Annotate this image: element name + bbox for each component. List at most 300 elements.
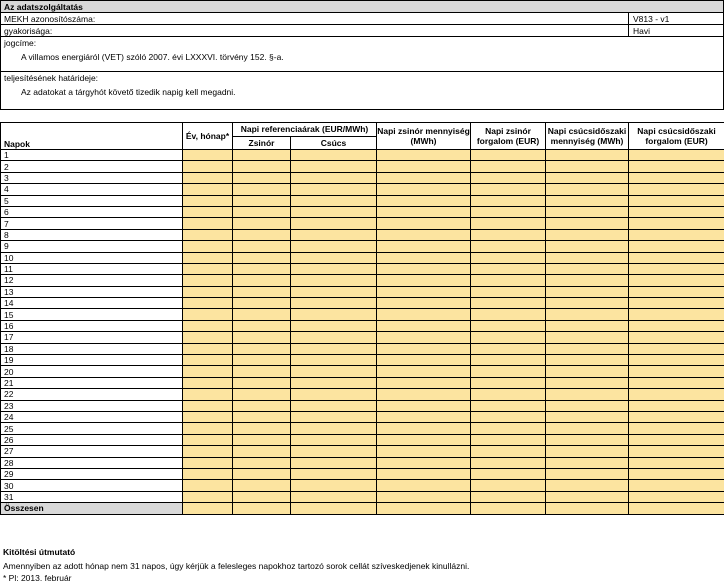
input-cell[interactable] — [546, 275, 629, 286]
input-cell[interactable] — [546, 241, 629, 252]
input-cell[interactable] — [629, 286, 724, 297]
day-number: 9 — [1, 241, 183, 252]
input-cell[interactable] — [471, 366, 546, 377]
day-number: 25 — [1, 423, 183, 434]
table-row — [1, 434, 724, 445]
input-cell[interactable] — [629, 355, 724, 366]
input-cell[interactable] — [471, 468, 546, 479]
input-cell[interactable] — [183, 480, 233, 491]
deadline-row — [1, 72, 723, 109]
input-cell[interactable] — [471, 343, 546, 354]
input-cell[interactable] — [629, 332, 724, 343]
input-cell[interactable] — [471, 377, 546, 388]
table-row — [1, 195, 724, 206]
frequency-row — [1, 25, 723, 37]
input-cell[interactable] — [377, 343, 471, 354]
input-cell[interactable] — [291, 241, 377, 252]
input-cell[interactable] — [546, 446, 629, 457]
input-cell[interactable] — [233, 400, 291, 411]
input-cell[interactable] — [377, 332, 471, 343]
input-cell[interactable] — [233, 218, 291, 229]
day-number: 26 — [1, 434, 183, 445]
input-cell[interactable] — [291, 263, 377, 274]
input-cell[interactable] — [546, 457, 629, 468]
col-header-referenciaarak: Napi referenciaárak (EUR/MWh) — [233, 123, 377, 137]
input-cell[interactable] — [183, 446, 233, 457]
input-cell[interactable] — [183, 298, 233, 309]
day-number: 8 — [1, 229, 183, 240]
input-cell[interactable] — [233, 355, 291, 366]
input-cell[interactable] — [377, 309, 471, 320]
instructions — [3, 546, 469, 584]
input-cell[interactable] — [377, 206, 471, 217]
input-cell[interactable] — [471, 400, 546, 411]
input-cell[interactable] — [629, 343, 724, 354]
input-cell[interactable] — [629, 389, 724, 400]
day-number: 6 — [1, 206, 183, 217]
table-row — [1, 468, 724, 479]
input-cell[interactable] — [471, 150, 546, 161]
input-cell[interactable] — [629, 206, 724, 217]
section-title: Az adatszolgáltatás — [1, 1, 723, 13]
input-cell[interactable] — [233, 229, 291, 240]
input-cell[interactable] — [546, 468, 629, 479]
input-cell[interactable] — [471, 320, 546, 331]
input-cell[interactable] — [183, 241, 233, 252]
input-cell[interactable] — [183, 343, 233, 354]
input-cell[interactable] — [183, 320, 233, 331]
input-cell[interactable] — [233, 366, 291, 377]
input-cell[interactable] — [546, 434, 629, 445]
col-header-napok: Napok — [1, 123, 183, 150]
input-cell[interactable] — [183, 434, 233, 445]
day-number: 20 — [1, 366, 183, 377]
input-cell[interactable] — [629, 491, 724, 502]
input-cell[interactable] — [546, 252, 629, 263]
legal-basis-row — [1, 37, 723, 72]
deadline-label: teljesítésének határideje: — [4, 73, 99, 83]
table-row — [1, 480, 724, 491]
input-cell[interactable] — [183, 309, 233, 320]
input-cell[interactable] — [377, 491, 471, 502]
input-cell[interactable] — [629, 468, 724, 479]
input-cell[interactable] — [546, 503, 629, 514]
col-header-zsinor: Zsinór — [233, 136, 291, 150]
total-row — [1, 503, 724, 514]
col-header-zsinor-mennyiseg: Napi zsinór mennyiség (MWh) — [377, 123, 471, 150]
input-cell[interactable] — [471, 275, 546, 286]
input-cell[interactable] — [471, 389, 546, 400]
input-cell[interactable] — [377, 172, 471, 183]
header-box — [0, 0, 724, 110]
input-cell[interactable] — [471, 480, 546, 491]
input-cell[interactable] — [183, 218, 233, 229]
input-cell[interactable] — [377, 184, 471, 195]
table-row — [1, 184, 724, 195]
input-cell[interactable] — [233, 286, 291, 297]
input-cell[interactable] — [183, 389, 233, 400]
input-cell[interactable] — [233, 320, 291, 331]
input-cell[interactable] — [291, 480, 377, 491]
input-cell[interactable] — [629, 218, 724, 229]
day-number: 19 — [1, 355, 183, 366]
table-row — [1, 343, 724, 354]
input-cell[interactable] — [291, 150, 377, 161]
input-cell[interactable] — [629, 150, 724, 161]
input-cell[interactable] — [233, 195, 291, 206]
input-cell[interactable] — [233, 263, 291, 274]
input-cell[interactable] — [471, 411, 546, 422]
day-number: 16 — [1, 320, 183, 331]
input-cell[interactable] — [471, 161, 546, 172]
input-cell[interactable] — [183, 252, 233, 263]
input-cell[interactable] — [377, 377, 471, 388]
input-cell[interactable] — [233, 468, 291, 479]
input-cell[interactable] — [377, 150, 471, 161]
input-cell[interactable] — [546, 218, 629, 229]
input-cell[interactable] — [546, 263, 629, 274]
input-cell[interactable] — [291, 503, 377, 514]
input-cell[interactable] — [546, 411, 629, 422]
input-cell[interactable] — [377, 366, 471, 377]
day-number: 17 — [1, 332, 183, 343]
input-cell[interactable] — [629, 252, 724, 263]
input-cell[interactable] — [291, 309, 377, 320]
input-cell[interactable] — [183, 377, 233, 388]
input-cell[interactable] — [233, 423, 291, 434]
input-cell[interactable] — [183, 206, 233, 217]
input-cell[interactable] — [546, 366, 629, 377]
day-number: 15 — [1, 309, 183, 320]
input-cell[interactable] — [183, 275, 233, 286]
day-number: 27 — [1, 446, 183, 457]
input-cell[interactable] — [183, 355, 233, 366]
input-cell[interactable] — [546, 320, 629, 331]
input-cell[interactable] — [233, 480, 291, 491]
table-row — [1, 172, 724, 183]
input-cell[interactable] — [471, 491, 546, 502]
input-cell[interactable] — [629, 275, 724, 286]
input-cell[interactable] — [183, 423, 233, 434]
input-cell[interactable] — [471, 252, 546, 263]
input-cell[interactable] — [183, 286, 233, 297]
input-cell[interactable] — [377, 389, 471, 400]
table-row — [1, 206, 724, 217]
input-cell[interactable] — [629, 229, 724, 240]
input-cell[interactable] — [629, 434, 724, 445]
table-row — [1, 355, 724, 366]
input-cell[interactable] — [233, 411, 291, 422]
input-cell[interactable] — [546, 309, 629, 320]
input-cell[interactable] — [183, 457, 233, 468]
input-cell[interactable] — [183, 411, 233, 422]
input-cell[interactable] — [629, 446, 724, 457]
input-cell[interactable] — [291, 195, 377, 206]
input-cell[interactable] — [291, 389, 377, 400]
input-cell[interactable] — [629, 161, 724, 172]
table-row — [1, 423, 724, 434]
table-row — [1, 366, 724, 377]
input-cell[interactable] — [546, 172, 629, 183]
input-cell[interactable] — [629, 320, 724, 331]
input-cell[interactable] — [629, 241, 724, 252]
input-cell[interactable] — [233, 161, 291, 172]
input-cell[interactable] — [471, 423, 546, 434]
input-cell[interactable] — [291, 275, 377, 286]
input-cell[interactable] — [546, 355, 629, 366]
day-number: 24 — [1, 411, 183, 422]
input-cell[interactable] — [377, 298, 471, 309]
table-row — [1, 309, 724, 320]
input-cell[interactable] — [377, 161, 471, 172]
input-cell[interactable] — [183, 150, 233, 161]
input-cell[interactable] — [233, 172, 291, 183]
input-cell[interactable] — [233, 275, 291, 286]
input-cell[interactable] — [233, 389, 291, 400]
input-cell[interactable] — [629, 172, 724, 183]
input-cell[interactable] — [471, 172, 546, 183]
table-row — [1, 400, 724, 411]
input-cell[interactable] — [377, 468, 471, 479]
input-cell[interactable] — [546, 480, 629, 491]
input-cell[interactable] — [233, 446, 291, 457]
input-cell[interactable] — [629, 480, 724, 491]
instructions-line: Amennyiben az adott hónap nem 31 napos, úgy kérjük a felesleges napokhoz tartozó sorok cellát szíveskedjenek kinullázni. — [3, 561, 470, 571]
input-cell[interactable] — [291, 172, 377, 183]
input-cell[interactable] — [233, 150, 291, 161]
input-cell[interactable] — [377, 434, 471, 445]
input-cell[interactable] — [629, 309, 724, 320]
table-row — [1, 161, 724, 172]
input-cell[interactable] — [291, 332, 377, 343]
input-cell[interactable] — [183, 366, 233, 377]
input-cell[interactable] — [233, 377, 291, 388]
input-cell[interactable] — [546, 400, 629, 411]
input-cell[interactable] — [183, 184, 233, 195]
input-cell[interactable] — [629, 423, 724, 434]
input-cell[interactable] — [291, 366, 377, 377]
day-number: 21 — [1, 377, 183, 388]
input-cell[interactable] — [183, 172, 233, 183]
table-row — [1, 263, 724, 274]
input-cell[interactable] — [377, 320, 471, 331]
input-cell[interactable] — [233, 343, 291, 354]
input-cell[interactable] — [546, 491, 629, 502]
table-row — [1, 377, 724, 388]
input-cell[interactable] — [377, 400, 471, 411]
input-cell[interactable] — [291, 411, 377, 422]
input-cell[interactable] — [233, 457, 291, 468]
input-cell[interactable] — [471, 195, 546, 206]
input-cell[interactable] — [291, 218, 377, 229]
instructions-example: * Pl: 2013. február — [3, 573, 72, 583]
input-cell[interactable] — [233, 298, 291, 309]
input-cell[interactable] — [377, 411, 471, 422]
day-number: 7 — [1, 218, 183, 229]
input-cell[interactable] — [291, 377, 377, 388]
input-cell[interactable] — [377, 252, 471, 263]
input-cell[interactable] — [291, 252, 377, 263]
input-cell[interactable] — [183, 503, 233, 514]
col-header-csucs-mennyiseg: Napi csúcsidőszaki mennyiség (MWh) — [546, 123, 629, 150]
day-number: 31 — [1, 491, 183, 502]
input-cell[interactable] — [183, 229, 233, 240]
input-cell[interactable] — [471, 355, 546, 366]
input-cell[interactable] — [233, 491, 291, 502]
input-cell[interactable] — [291, 286, 377, 297]
input-cell[interactable] — [233, 206, 291, 217]
input-cell[interactable] — [233, 184, 291, 195]
day-number: 29 — [1, 468, 183, 479]
input-cell[interactable] — [629, 400, 724, 411]
input-cell[interactable] — [546, 389, 629, 400]
input-cell[interactable] — [471, 286, 546, 297]
table-row — [1, 229, 724, 240]
table-row — [1, 241, 724, 252]
input-cell[interactable] — [546, 195, 629, 206]
input-cell[interactable] — [291, 298, 377, 309]
input-cell[interactable] — [546, 286, 629, 297]
input-cell[interactable] — [471, 206, 546, 217]
input-cell[interactable] — [291, 446, 377, 457]
input-cell[interactable] — [291, 400, 377, 411]
table-row — [1, 389, 724, 400]
id-value: V813 - v1 — [628, 13, 669, 24]
deadline-text: Az adatokat a tárgyhót követő tizedik napig kell megadni. — [21, 87, 236, 97]
table-row — [1, 286, 724, 297]
input-cell[interactable] — [629, 184, 724, 195]
input-cell[interactable] — [377, 229, 471, 240]
col-header-csucs: Csúcs — [291, 136, 377, 150]
input-cell[interactable] — [233, 252, 291, 263]
input-cell[interactable] — [471, 218, 546, 229]
input-cell[interactable] — [291, 491, 377, 502]
input-cell[interactable] — [183, 195, 233, 206]
input-cell[interactable] — [377, 241, 471, 252]
input-cell[interactable] — [183, 468, 233, 479]
input-cell[interactable] — [377, 195, 471, 206]
input-cell[interactable] — [471, 298, 546, 309]
input-cell[interactable] — [546, 229, 629, 240]
input-cell[interactable] — [471, 503, 546, 514]
col-header-zsinor-forgalom: Napi zsinór forgalom (EUR) — [471, 123, 546, 150]
input-cell[interactable] — [629, 263, 724, 274]
table-row — [1, 252, 724, 263]
input-cell[interactable] — [183, 491, 233, 502]
table-row — [1, 446, 724, 457]
input-cell[interactable] — [471, 457, 546, 468]
input-cell[interactable] — [546, 298, 629, 309]
input-cell[interactable] — [377, 480, 471, 491]
input-cell[interactable] — [546, 184, 629, 195]
day-number: 10 — [1, 252, 183, 263]
input-cell[interactable] — [471, 434, 546, 445]
day-number: 4 — [1, 184, 183, 195]
input-cell[interactable] — [546, 377, 629, 388]
input-cell[interactable] — [546, 332, 629, 343]
input-cell[interactable] — [183, 263, 233, 274]
day-number: 11 — [1, 263, 183, 274]
input-cell[interactable] — [291, 434, 377, 445]
input-cell[interactable] — [233, 241, 291, 252]
input-cell[interactable] — [629, 411, 724, 422]
day-number: 18 — [1, 343, 183, 354]
day-number: 13 — [1, 286, 183, 297]
input-cell[interactable] — [546, 206, 629, 217]
input-cell[interactable] — [291, 343, 377, 354]
input-cell[interactable] — [291, 355, 377, 366]
input-cell[interactable] — [377, 286, 471, 297]
input-cell[interactable] — [629, 457, 724, 468]
day-number: 1 — [1, 150, 183, 161]
input-cell[interactable] — [471, 309, 546, 320]
input-cell[interactable] — [291, 229, 377, 240]
input-cell[interactable] — [291, 206, 377, 217]
table-row — [1, 275, 724, 286]
input-cell[interactable] — [377, 503, 471, 514]
input-cell[interactable] — [629, 195, 724, 206]
input-cell[interactable] — [377, 355, 471, 366]
input-cell[interactable] — [546, 161, 629, 172]
input-cell[interactable] — [629, 298, 724, 309]
input-cell[interactable] — [377, 263, 471, 274]
input-cell[interactable] — [471, 184, 546, 195]
table-row — [1, 457, 724, 468]
frequency-value: Havi — [628, 25, 650, 36]
id-label: MEKH azonosítószáma: — [4, 14, 96, 24]
input-cell[interactable] — [233, 309, 291, 320]
input-cell[interactable] — [471, 446, 546, 457]
input-cell[interactable] — [629, 503, 724, 514]
input-cell[interactable] — [377, 423, 471, 434]
input-cell[interactable] — [471, 332, 546, 343]
table-row — [1, 298, 724, 309]
input-cell[interactable] — [546, 150, 629, 161]
col-header-csucs-forgalom: Napi csúcsidőszaki forgalom (EUR) — [629, 123, 724, 150]
legal-basis-text: A villamos energiáról (VET) szóló 2007. évi LXXXVI. törvény 152. §-a. — [21, 52, 284, 62]
input-cell[interactable] — [471, 263, 546, 274]
day-number: 14 — [1, 298, 183, 309]
input-cell[interactable] — [546, 343, 629, 354]
table-row — [1, 491, 724, 502]
input-cell[interactable] — [233, 434, 291, 445]
input-cell[interactable] — [629, 366, 724, 377]
input-cell[interactable] — [183, 400, 233, 411]
input-cell[interactable] — [291, 457, 377, 468]
input-cell[interactable] — [377, 457, 471, 468]
input-cell[interactable] — [233, 503, 291, 514]
input-cell[interactable] — [471, 241, 546, 252]
table-row — [1, 411, 724, 422]
input-cell[interactable] — [629, 377, 724, 388]
input-cell[interactable] — [291, 320, 377, 331]
input-cell[interactable] — [183, 332, 233, 343]
input-cell[interactable] — [291, 161, 377, 172]
input-cell[interactable] — [377, 446, 471, 457]
input-cell[interactable] — [377, 218, 471, 229]
input-cell[interactable] — [377, 275, 471, 286]
input-cell[interactable] — [546, 423, 629, 434]
table-row — [1, 218, 724, 229]
day-number: 22 — [1, 389, 183, 400]
input-cell[interactable] — [291, 184, 377, 195]
input-cell[interactable] — [233, 332, 291, 343]
input-cell[interactable] — [471, 229, 546, 240]
input-cell[interactable] — [291, 423, 377, 434]
input-cell[interactable] — [183, 161, 233, 172]
day-number: 23 — [1, 400, 183, 411]
input-cell[interactable] — [291, 468, 377, 479]
